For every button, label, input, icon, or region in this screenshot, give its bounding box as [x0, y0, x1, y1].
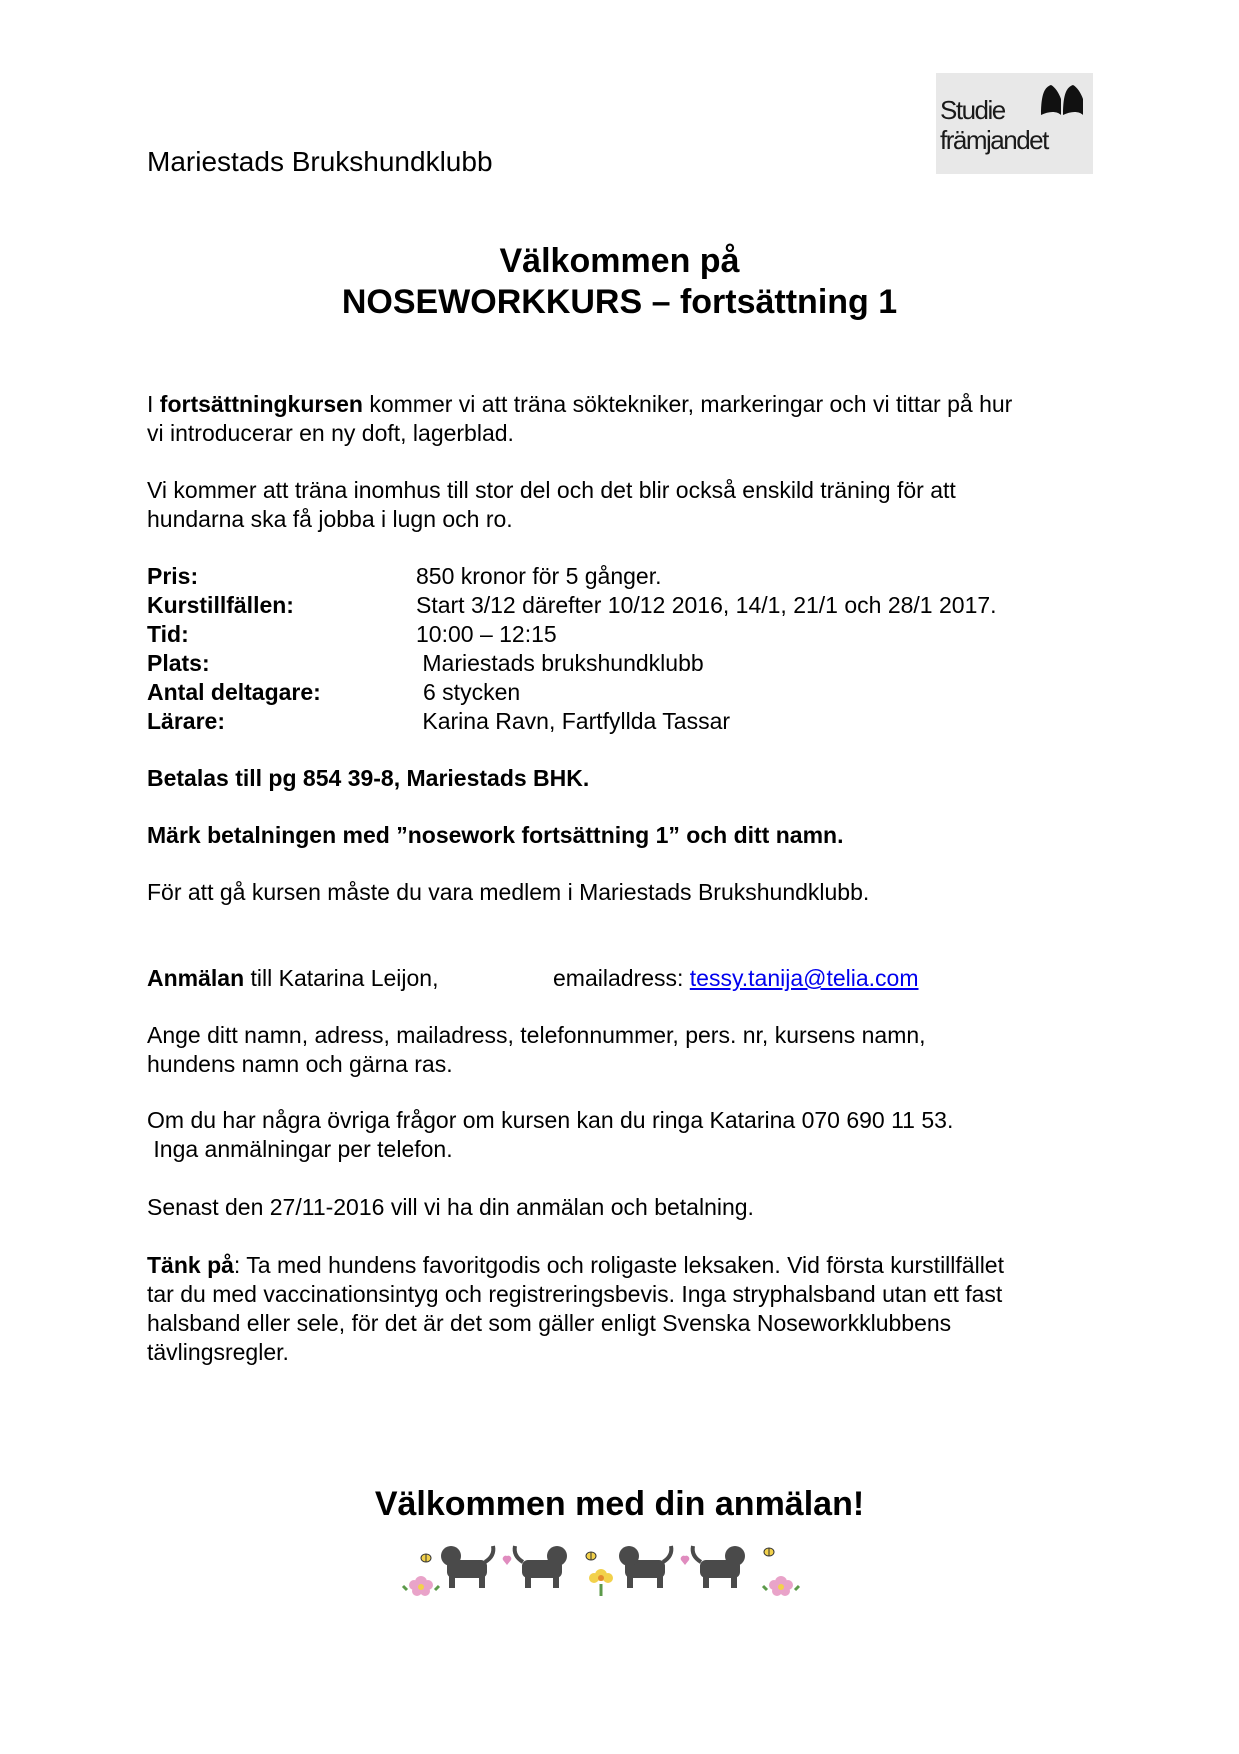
membership-note: För att gå kursen måste du vara medlem i Mariestads Brukshundklubb.: [147, 879, 870, 905]
questions-line2: Inga anmälningar per telefon.: [147, 1136, 453, 1162]
flower-icon: [589, 1569, 613, 1596]
studiefrämjandet-logo: [936, 73, 1093, 174]
registration-bold: Anmälan: [147, 965, 245, 991]
detail-value-teacher: Karina Ravn, Fartfyllda Tassar: [416, 708, 731, 734]
payment-account: Betalas till pg 854 39-8, Mariestads BHK.: [147, 765, 590, 791]
detail-label-time: Tid:: [147, 621, 189, 647]
email-label: emailadress:: [553, 965, 690, 991]
dogs-flowers-decoration: [397, 1530, 842, 1600]
registration-text: till Katarina Leijon,: [244, 965, 439, 991]
bee-icon: [421, 1554, 431, 1562]
heart-icon: [681, 1556, 690, 1565]
heart-icon: [503, 1556, 512, 1565]
reminder-line1: : Ta med hundens favoritgodis och roligaste leksaken. Vid första kurstillfället: [233, 1252, 1004, 1278]
book-icon: [1039, 83, 1087, 119]
intro-line1-rest: kommer vi att träna söktekniker, markeringar och vi tittar på hur: [362, 391, 1013, 417]
dog-icon: [441, 1546, 493, 1588]
reminder-line3: halsband eller sele, för det är det som gäller enligt Svenska Noseworkklubbens: [147, 1310, 952, 1336]
dog-icon: [619, 1546, 671, 1588]
questions: [147, 1106, 1107, 1164]
intro-prefix: I: [147, 391, 160, 417]
detail-value-participants: 6 stycken: [423, 679, 521, 705]
detail-value-sessions: Start 3/12 därefter 10/12 2016, 14/1, 21/1 och 28/1 2017.: [416, 592, 997, 618]
detail-label-sessions: Kurstillfällen:: [147, 592, 294, 618]
closing-greeting: Välkommen med din anmälan!: [374, 1485, 865, 1523]
intro-paragraph-2: [147, 476, 1107, 534]
bee-icon: [586, 1552, 596, 1560]
info-line2: hundens namn och gärna ras.: [147, 1051, 453, 1077]
intro-p2-line1: Vi kommer att träna inomhus till stor del och det blir också enskild träning för att: [147, 477, 956, 503]
detail-label-teacher: Lärare:: [147, 708, 225, 734]
bee-icon: [764, 1548, 774, 1556]
reminder-line4: tävlingsregler.: [147, 1339, 289, 1365]
detail-value-location: Mariestads brukshundklubb: [416, 650, 704, 676]
detail-label-location: Plats:: [147, 650, 210, 676]
detail-label-price: Pris:: [147, 563, 199, 589]
email-line: [553, 964, 919, 993]
info-line1: Ange ditt namn, adress, mailadress, telefonnummer, pers. nr, kursens namn,: [147, 1022, 926, 1048]
detail-value-price: 850 kronor för 5 gånger.: [416, 563, 662, 589]
reminder: [147, 1251, 1107, 1367]
dog-icon: [693, 1546, 745, 1588]
detail-label-participants: Antal deltagare:: [147, 679, 321, 705]
reminder-line2: tar du med vaccinationsintyg och registreringsbevis. Inga stryphalsband utan ett fast: [147, 1281, 1003, 1307]
payment-reference: Märk betalningen med ”nosework fortsättning 1” och ditt namn.: [147, 822, 844, 848]
intro-p2-line2: hundarna ska få jobba i lugn och ro.: [147, 506, 513, 532]
logo-line1: Studie: [940, 95, 1005, 125]
intro-bold-term: fortsättningkursen: [159, 391, 363, 417]
logo-line2: främjandet: [940, 125, 1048, 155]
intro-line2: vi introducerar en ny doft, lagerblad.: [147, 420, 514, 446]
flower-icon: [403, 1576, 439, 1596]
info-required: [147, 1021, 1107, 1079]
questions-line1: Om du har några övriga frågor om kursen kan du ringa Katarina 070 690 11 53.: [147, 1107, 954, 1133]
organization-name: Mariestads Brukshundklubb: [147, 146, 493, 177]
reminder-bold: Tänk på: [147, 1252, 234, 1278]
detail-value-time: 10:00 – 12:15: [416, 621, 557, 647]
email-link[interactable]: tessy.tanija@telia.com: [689, 965, 919, 991]
title-line2: NOSEWORKKURS – fortsättning 1: [341, 283, 898, 321]
flower-icon: [763, 1576, 799, 1596]
deadline: Senast den 27/11-2016 vill vi ha din anmälan och betalning.: [147, 1194, 754, 1220]
dog-icon: [515, 1546, 567, 1588]
intro-paragraph-1: [147, 390, 1107, 448]
title-line1: Välkommen på: [499, 242, 740, 280]
